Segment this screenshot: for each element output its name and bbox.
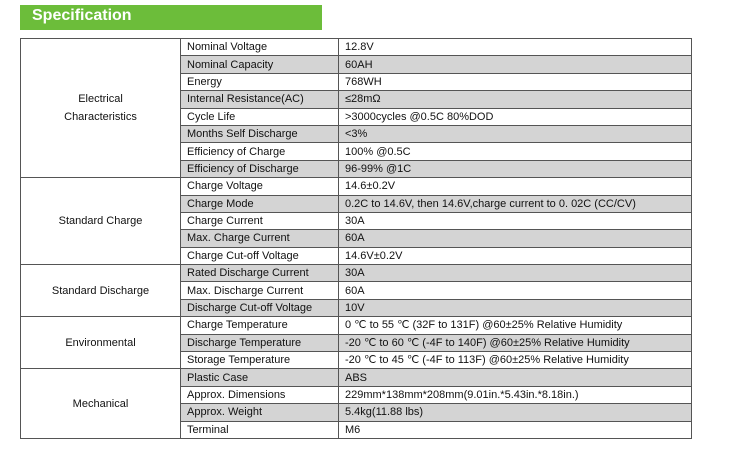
category-cell [21,317,181,369]
section-title: Specification [32,7,132,24]
category-cell [21,39,181,178]
spec-label: Internal Resistance(AC) [181,91,339,108]
spec-label: Storage Temperature [181,352,339,369]
category-label: Electrical [78,93,123,106]
spec-value: 0 ℃ to 55 ℃ (32F to 131F) @60±25% Relative Humidity [339,317,692,334]
category-label: Standard Charge [58,215,143,228]
spec-value: ≤28mΩ [339,91,692,108]
spec-value: -20 ℃ to 60 ℃ (-4F to 140F) @60±25% Relative Humidity [339,334,692,351]
spec-label: Months Self Discharge [181,125,339,142]
category-label: Environmental [65,336,136,349]
spec-label: Max. Charge Current [181,230,339,247]
spec-value: 96-99% @1C [339,160,692,177]
spec-value: <3% [339,125,692,142]
spec-value: 5.4kg(11.88 lbs) [339,404,692,421]
spec-label: Terminal [181,421,339,438]
category-label: Characteristics [64,111,137,124]
spec-label: Charge Mode [181,195,339,212]
spec-label: Charge Voltage [181,178,339,195]
spec-label: Approx. Weight [181,404,339,421]
spec-value: >3000cycles @0.5C 80%DOD [339,108,692,125]
specification-table [20,38,692,439]
spec-value: 229mm*138mm*208mm(9.01in.*5.43in.*8.18in.) [339,386,692,403]
category-cell [21,178,181,265]
spec-value: 60A [339,282,692,299]
table-row [21,178,692,195]
spec-value: 60AH [339,56,692,73]
table-row [21,369,692,386]
spec-label: Nominal Voltage [181,39,339,56]
category-cell [21,265,181,317]
spec-label: Discharge Temperature [181,334,339,351]
spec-label: Energy [181,73,339,90]
spec-value: 30A [339,212,692,229]
table-row [21,317,692,334]
spec-label: Plastic Case [181,369,339,386]
spec-value: 100% @0.5C [339,143,692,160]
spec-value: 768WH [339,73,692,90]
spec-value: -20 ℃ to 45 ℃ (-4F to 113F) @60±25% Relative Humidity [339,352,692,369]
spec-label: Nominal Capacity [181,56,339,73]
spec-value: 14.6V±0.2V [339,247,692,264]
spec-value: 14.6±0.2V [339,178,692,195]
spec-label: Rated Discharge Current [181,265,339,282]
spec-value: ABS [339,369,692,386]
spec-label: Max. Discharge Current [181,282,339,299]
category-label: Mechanical [72,397,129,410]
spec-value: 12.8V [339,39,692,56]
spec-value: 60A [339,230,692,247]
spec-label: Charge Cut-off Voltage [181,247,339,264]
spec-label: Charge Current [181,212,339,229]
spec-value: M6 [339,421,692,438]
spec-value: 10V [339,299,692,316]
category-cell [21,369,181,439]
spec-label: Efficiency of Discharge [181,160,339,177]
spec-value: 0.2C to 14.6V, then 14.6V,charge current to 0. 02C (CC/CV) [339,195,692,212]
section-header-banner [20,5,322,30]
table-row [21,265,692,282]
spec-value: 30A [339,265,692,282]
spec-label: Charge Temperature [181,317,339,334]
table-row [21,39,692,56]
spec-label: Discharge Cut-off Voltage [181,299,339,316]
spec-label: Approx. Dimensions [181,386,339,403]
spec-label: Efficiency of Charge [181,143,339,160]
spec-label: Cycle Life [181,108,339,125]
category-label: Standard Discharge [51,284,150,297]
